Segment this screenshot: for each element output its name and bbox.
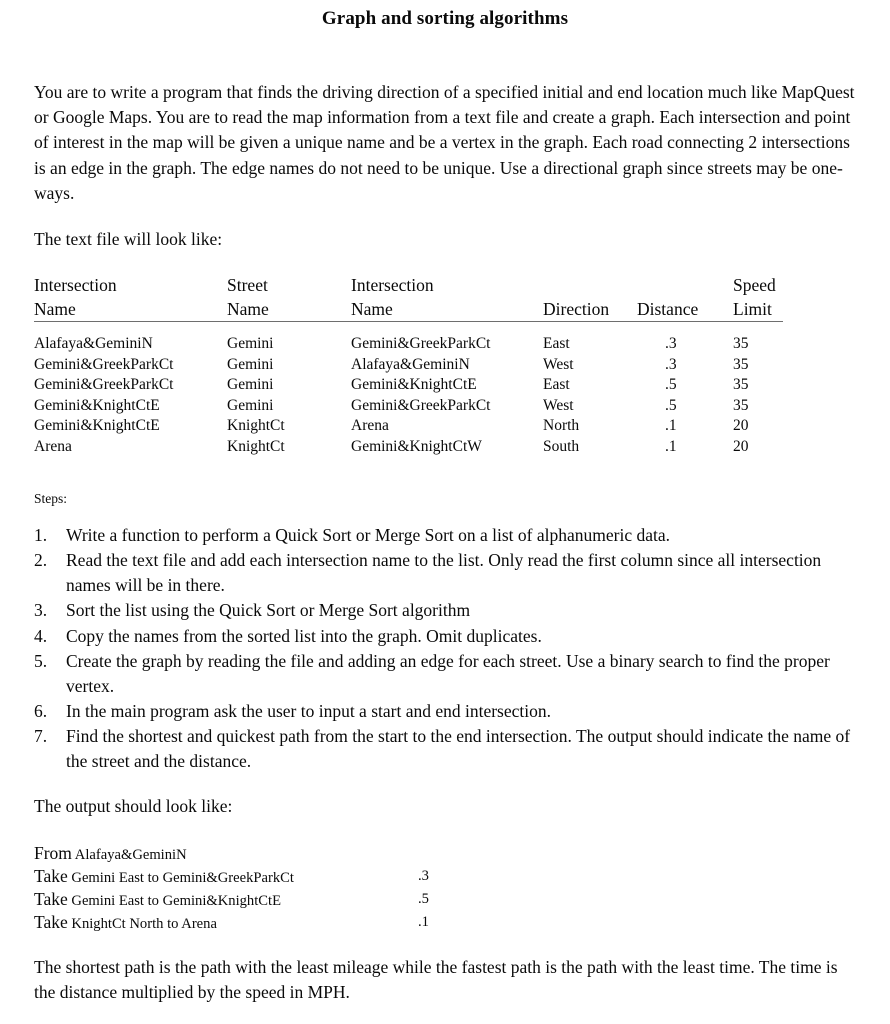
table-row	[34, 416, 814, 437]
table-row	[34, 355, 814, 376]
output-line-detail: Gemini East to Gemini&GreekParkCt	[67, 870, 294, 886]
header-line-2: Name	[351, 299, 393, 319]
cell-distance: .1	[665, 437, 677, 455]
cell-street: Gemini	[227, 396, 274, 414]
output-line-keyword: From	[34, 843, 72, 863]
cell-intersection-1: Gemini&GreekParkCt	[34, 355, 174, 373]
cell-speed-limit: 35	[733, 376, 749, 393]
output-line-distance: .1	[418, 914, 429, 930]
closing-paragraph: The shortest path is the path with the least mileage while the fastest path is the path with the least time. The time is the distance multiplied by the speed in MPH.	[34, 957, 838, 1003]
table-row	[34, 375, 814, 396]
cell-street: KnightCt	[227, 437, 285, 455]
cell-speed-limit: 35	[733, 335, 749, 352]
table-header-street-name	[227, 273, 269, 321]
cell-speed-limit: 35	[733, 396, 749, 414]
output-line	[34, 911, 634, 934]
cell-intersection-1: Alafaya&GeminiN	[34, 335, 153, 352]
table-header-speed-limit	[733, 273, 776, 321]
output-line	[34, 865, 634, 888]
list-item	[34, 548, 862, 598]
cell-intersection-1: Gemini&KnightCtE	[34, 396, 160, 414]
cell-street: Gemini	[227, 335, 274, 352]
cell-direction: West	[543, 396, 574, 414]
cell-street: Gemini	[227, 355, 274, 373]
table-row	[34, 334, 814, 355]
cell-distance: .1	[665, 417, 677, 434]
cell-direction: South	[543, 437, 580, 455]
output-lead-in: The output should look like:	[34, 796, 233, 816]
output-line-distance: .3	[418, 868, 429, 884]
cell-distance: .5	[665, 376, 677, 393]
cell-speed-limit: 20	[733, 417, 749, 434]
output-line-detail: Gemini East to Gemini&KnightCtE	[67, 893, 281, 909]
page-title: Graph and sorting algorithms	[321, 8, 569, 29]
table-header-intersection-name-1	[34, 273, 117, 321]
output-line	[34, 842, 634, 865]
table-header-direction: Direction	[543, 299, 610, 319]
output-line-keyword: Take	[34, 889, 68, 909]
list-item-number: 7.	[34, 726, 48, 747]
cell-speed-limit: 20	[733, 437, 749, 455]
table-body	[34, 334, 814, 457]
list-item-text: In the main program ask the user to input a start and end intersection.	[66, 701, 552, 722]
output-line-detail: Alafaya&GeminiN	[71, 847, 187, 863]
output-line-keyword: Take	[34, 912, 68, 932]
list-item-number: 4.	[34, 625, 48, 646]
header-line-1: Speed	[733, 275, 776, 295]
table-header-row	[34, 273, 783, 322]
list-item-number: 2.	[34, 550, 48, 571]
cell-intersection-1: Gemini&KnightCtE	[34, 417, 160, 434]
cell-distance: .3	[665, 335, 677, 352]
list-item-text: Copy the names from the sorted list into the graph. Omit duplicates.	[66, 625, 542, 646]
list-item-number: 1.	[34, 525, 48, 545]
cell-distance: .5	[665, 396, 677, 414]
table-row	[34, 437, 814, 458]
header-line-1: Street	[227, 275, 268, 295]
header-line-1: Intersection	[34, 275, 117, 295]
header-line-2: Limit	[733, 299, 772, 319]
header-line-2: Name	[34, 299, 76, 319]
list-item	[34, 598, 862, 623]
output-line	[34, 888, 634, 911]
cell-direction: East	[543, 376, 570, 393]
list-item-text: Write a function to perform a Quick Sort or Merge Sort on a list of alphanumeric data.	[66, 525, 671, 545]
cell-intersection-1: Gemini&GreekParkCt	[34, 376, 174, 393]
list-item	[34, 523, 862, 548]
header-line-1: Intersection	[351, 275, 434, 295]
output-sample-block	[34, 842, 634, 934]
cell-street: Gemini	[227, 376, 274, 393]
table-header-distance: Distance	[637, 299, 699, 319]
cell-intersection-2: Gemini&GreekParkCt	[351, 335, 491, 352]
list-item-text: Create the graph by reading the file and adding an edge for each street. Use a binary search to find the proper vertex.	[66, 650, 830, 696]
steps-list	[34, 523, 862, 774]
cell-direction: West	[543, 355, 574, 373]
output-line-detail: KnightCt North to Arena	[67, 916, 217, 932]
list-item	[34, 724, 862, 774]
list-item	[34, 649, 862, 699]
text-file-format-table	[34, 273, 814, 457]
list-item-text: Find the shortest and quickest path from the start to the end intersection. The output should indicate the name of the street and the distance.	[66, 726, 851, 772]
text-file-lead-in: The text file will look like:	[34, 229, 223, 249]
cell-intersection-2: Gemini&KnightCtE	[351, 376, 477, 393]
list-item	[34, 699, 862, 724]
cell-intersection-2: Alafaya&GeminiN	[351, 355, 470, 373]
list-item-number: 6.	[34, 701, 48, 722]
table-header-intersection-name-2	[351, 273, 434, 321]
cell-speed-limit: 35	[733, 355, 749, 373]
intro-paragraph: You are to write a program that finds the driving direction of a specified initial and end location much like MapQuest or Google Maps. You are to read the map information from a text file and create a graph. Each intersection and point of interest in the map will be given a unique name and be a vertex in the graph. Each road connecting 2 intersections is an edge in the graph. The edge names do not need to be unique. Use a directional graph since streets may be one-ways.	[34, 82, 855, 203]
list-item-text: Read the text file and add each intersection name to the list. Only read the first column since all intersection names will be in there.	[66, 550, 822, 596]
list-item-number: 5.	[34, 650, 48, 671]
cell-direction: North	[543, 417, 580, 434]
output-line-distance: .5	[418, 891, 429, 907]
steps-label: Steps:	[34, 491, 68, 506]
list-item-number: 3.	[34, 600, 48, 621]
list-item-text: Sort the list using the Quick Sort or Merge Sort algorithm	[66, 600, 471, 621]
cell-distance: .3	[665, 355, 677, 373]
cell-intersection-2: Arena	[351, 417, 389, 434]
cell-intersection-2: Gemini&KnightCtW	[351, 437, 482, 455]
cell-intersection-1: Arena	[34, 437, 72, 455]
cell-street: KnightCt	[227, 417, 285, 434]
cell-intersection-2: Gemini&GreekParkCt	[351, 396, 491, 414]
list-item	[34, 624, 862, 649]
table-row	[34, 396, 814, 417]
header-line-2: Name	[227, 299, 269, 319]
output-line-keyword: Take	[34, 866, 68, 886]
cell-direction: East	[543, 335, 570, 352]
